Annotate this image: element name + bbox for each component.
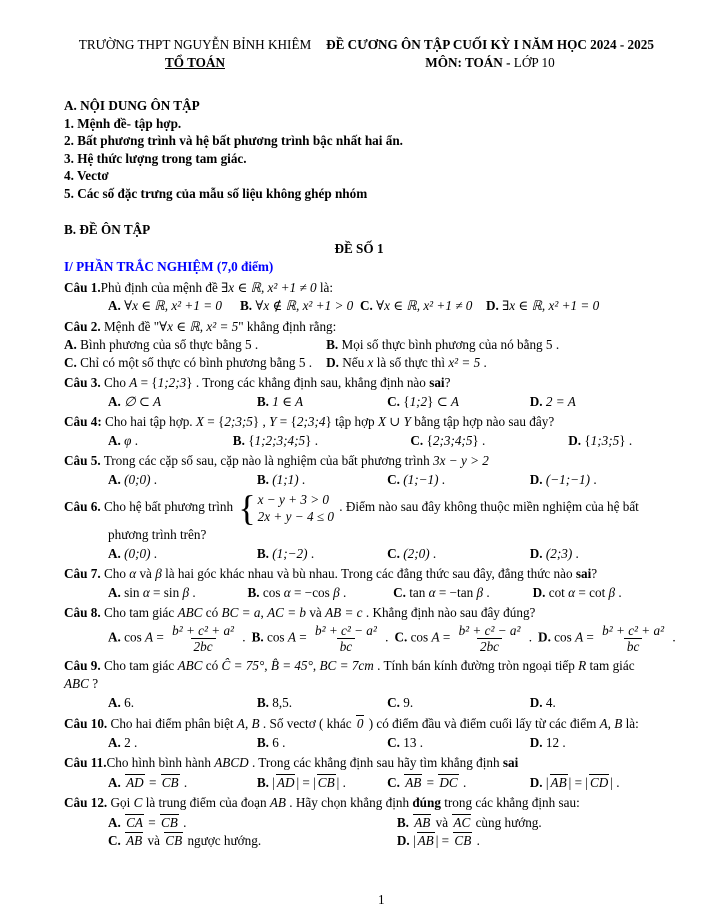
answer-option: C. Chỉ có một số thực có bình phương bằng 5 . [64, 354, 313, 370]
topic-item: 5. Các số đặc trưng của mẫu số liệu không ghép nhóm [64, 185, 368, 201]
answer-options [108, 545, 654, 563]
section-b-heading: B. ĐỀ ÔN TẬP [64, 222, 151, 237]
option-letter: C. [410, 432, 424, 448]
question [64, 488, 654, 562]
question-label: Câu 4: [64, 414, 102, 429]
question-stem: Câu 8. Cho tam giác ABC có BC = a, AC = b và AB = c . Khẳng định nào sau đây đúng? [64, 605, 536, 620]
answer-option: A. ∅ ⊂ A [108, 393, 162, 409]
vector: CB [161, 814, 178, 830]
option-letter: B. [256, 734, 269, 750]
question [64, 657, 654, 712]
option-letter: D. [529, 545, 543, 561]
answer-option: D. Nếu x là số thực thì x² = 5 . [326, 354, 487, 370]
option-letter: A. [108, 545, 121, 561]
question-label: Câu 3. [64, 375, 101, 390]
option-letter: C. [393, 584, 406, 600]
answer-option: D. 2 = A [529, 393, 576, 409]
answer-options [108, 622, 676, 654]
question [64, 318, 654, 372]
answer-option: A. Bình phương của số thực bằng 5 . [64, 337, 259, 352]
question-label: Câu 11. [64, 755, 107, 770]
question-stem-continued: ABC ? [64, 676, 99, 691]
answer-option: C. AB = DC . [387, 774, 467, 790]
question-label: Câu 5. [64, 453, 101, 468]
answer-option: B. {1;2;3;4;5} . [232, 432, 319, 448]
vector: AC [453, 814, 471, 830]
topic-item: 1. Mệnh đề- tập hợp. [64, 115, 182, 131]
answer-options [108, 432, 654, 450]
page-number: 1 [378, 891, 385, 907]
answer-options [108, 471, 654, 489]
topics-list [64, 115, 654, 203]
question-stem: Câu 2. Mệnh đề "∀x ∈ ℝ, x² = 5" khẳng định rằng: [64, 318, 337, 334]
option-letter: C. [387, 694, 400, 710]
answer-option: A. 6. [108, 694, 135, 710]
question-stem-continued: phương trình trên? [108, 527, 207, 542]
vector: CB [161, 774, 179, 790]
option-letter: C. [394, 629, 408, 645]
option-letter: D. [532, 584, 546, 600]
option-letter: A. [108, 393, 121, 409]
vector: AD [126, 774, 144, 790]
option-letter: A. [108, 584, 121, 600]
option-letter: B. [326, 337, 339, 352]
answer-option: D. {1;3;5} . [568, 432, 633, 448]
option-letter: B. [256, 545, 269, 561]
department-name: TỔ TOÁN [165, 54, 225, 70]
vector: AB [550, 774, 567, 790]
fraction: $\frac{\text{b² + c² + a²}}{2bc}$ [172, 622, 234, 654]
question-stem: Câu 3. Cho A = {1;2;3} . Trong các khẳng định sau, khẳng định nào sai? [64, 375, 451, 390]
question [64, 374, 654, 410]
option-letter: C. [387, 734, 400, 750]
fraction: $\frac{\text{b² + c² − a²}}{bc}$ [314, 622, 377, 654]
answer-option: C. (2;0) . [387, 545, 437, 561]
answer-options [64, 336, 654, 371]
answer-option: A. (0;0) . [108, 471, 158, 487]
option-letter: D. [529, 393, 543, 409]
question-label: Câu 12. [64, 795, 108, 810]
answer-option: B. ∀x ∉ ℝ, x² +1 > 0 [239, 298, 354, 313]
answer-options [108, 584, 654, 602]
answer-option: D. 4. [529, 694, 556, 710]
answer-option: A. ∀x ∈ ℝ, x² +1 = 0 [108, 298, 223, 313]
answer-option: B. cos α = −cos β . [247, 584, 347, 600]
answer-option: A. (0;0) . [108, 545, 158, 561]
option-letter: D. [485, 298, 499, 313]
vector: CA [126, 814, 143, 830]
option-letter: B. [396, 814, 409, 830]
answer-option: B. 1 ∈ A [256, 393, 304, 409]
question-label: Câu 2. [64, 318, 101, 334]
answer-options [108, 694, 654, 712]
option-letter: C. [108, 833, 121, 848]
answer-option: B. 8,5. [256, 694, 293, 710]
fraction: $\frac{\text{b² + c² − a²}}{2bc}$ [458, 622, 521, 654]
option-letter: A. [108, 694, 121, 710]
option-letter: B. [239, 298, 253, 313]
option-letter: B. [256, 393, 269, 409]
topic-item: 2. Bất phương trình và hệ bất phương trình bậc nhất hai ẩn. [64, 133, 403, 148]
answer-option: D. ∃x ∈ ℝ, x² +1 = 0 [485, 298, 600, 313]
option-letter: C. [387, 393, 400, 409]
option-letter: B. [251, 629, 264, 645]
question-stem: Câu 10. Cho hai điểm phân biệt A, B . Số vectơ ( khác 0 ) có điểm đầu và điểm cuối lấy từ các điểm A, B là: [64, 716, 639, 731]
answer-option: B. cos A = $\frac{\text{b² + c² − a²}}{bc}$ . [251, 622, 389, 654]
question-stem: Câu 9. Cho tam giác ABC có Ĉ = 75°, B̂ = 45°, BC = 7cm . Tính bán kính đường tròn ngoại tiếp R tam giác [64, 657, 635, 673]
question [64, 714, 654, 751]
answer-options [108, 297, 654, 315]
answer-option: C. cos A = $\frac{\text{b² + c² − a²}}{2bc}$ . [394, 622, 533, 654]
answer-option: C. ∀x ∈ ℝ, x² +1 ≠ 0 [359, 298, 473, 313]
question-label: Câu 10. [64, 716, 108, 731]
inequality-system: { x − y + 3 > 0 2x + y − 4 ≤ 0 [238, 488, 334, 528]
question-stem: Câu 1.Phủ định của mệnh đề ∃x ∈ ℝ, x² +1 ≠ 0 là: [64, 279, 334, 295]
vector: DC [439, 774, 458, 790]
vector: CD [589, 774, 609, 790]
question-label: Câu 1. [64, 279, 101, 295]
subject-label: MÔN: TOÁN - [425, 54, 514, 70]
option-letter: A. [108, 774, 121, 790]
exam-title: ĐỀ SỐ 1 [334, 240, 384, 256]
question-stem: Câu 7. Cho α và β là hai góc khác nhau và bù nhau. Trong các đẳng thức sau đây, đẳng thức nào sai? [64, 566, 598, 581]
option-letter: B. [256, 694, 269, 710]
question [64, 279, 654, 315]
question-stem: Câu 6. Cho hệ bất phương trình { x − y + 3 > 0 2x + y − 4 ≤ 0 . Điểm nào sau đây không thuộc miền nghiệm của hệ bất [64, 488, 639, 528]
section-a-heading: A. NỘI DUNG ÔN TẬP [64, 98, 200, 113]
option-letter: A. [108, 432, 121, 448]
answer-option: D. 12 . [529, 734, 566, 750]
option-letter: C. [359, 298, 373, 313]
answer-option: D. | AB | = CB . [396, 833, 480, 848]
school-name: TRƯỜNG THPT NGUYỄN BỈNH KHIÊM [78, 37, 312, 52]
vector: AB [417, 833, 434, 848]
answer-option: C. 9. [387, 694, 414, 710]
school-block [64, 36, 326, 71]
grade-label: LỚP 10 [513, 54, 555, 70]
topic-item: 4. Vectơ [64, 168, 109, 183]
option-letter: C. [387, 774, 400, 790]
option-letter: A. [108, 629, 121, 645]
title-block [326, 36, 654, 71]
answer-options [108, 813, 654, 850]
question-stem: Câu 12. Gọi C là trung điểm của đoạn AB . Hãy chọn khẳng định đúng trong các khẳng định sau: [64, 795, 580, 810]
answer-option: B. (1;−2) . [256, 545, 315, 561]
answer-option: B. AB và AC cùng hướng. [396, 814, 542, 830]
answer-option: A. CA = CB . [108, 814, 187, 830]
answer-option: C. AB và CB ngược hướng. [108, 833, 262, 848]
question-label: Câu 8. [64, 605, 101, 620]
answer-option: A. 2 . [108, 734, 138, 750]
answer-option: B. Mọi số thực bình phương của nó bằng 5 . [326, 337, 560, 352]
answer-options [108, 734, 654, 752]
answer-option: C. 13 . [387, 734, 423, 750]
vector: CB [317, 774, 335, 790]
option-letter: B. [247, 584, 260, 600]
fraction: $\frac{\text{b² + c² + a²}}{bc}$ [602, 622, 665, 654]
document-subtitle [326, 54, 654, 72]
option-letter: A. [64, 337, 77, 352]
question-stem: Câu 5. Trong các cặp số sau, cặp nào là nghiệm của bất phương trình 3x − y > 2 [64, 453, 489, 468]
answer-option: A. φ . [108, 432, 139, 448]
answer-option: A. sin α = sin β . [108, 584, 196, 600]
answer-option: A. cos A = $\frac{\text{b² + c² + a²}}{2bc}$ . [108, 622, 246, 654]
option-letter: D. [529, 694, 543, 710]
option-letter: C. [387, 545, 400, 561]
vector: AD [276, 774, 295, 790]
vector: AB [405, 774, 422, 790]
vector: AB [126, 833, 143, 848]
vector: CB [454, 833, 472, 848]
answer-option: C. {2;3;4;5} . [410, 432, 486, 448]
question [64, 413, 654, 449]
question-label: Câu 6. [64, 499, 101, 515]
vector: AB [414, 814, 431, 830]
option-letter: D. [538, 629, 551, 645]
document-header [64, 36, 654, 71]
option-letter: D. [568, 432, 582, 448]
answer-option: B. | AD | = | CB | . [256, 774, 346, 790]
vector: 0 [356, 716, 364, 731]
option-letter: D. [529, 734, 543, 750]
answer-option: D. cos A = $\frac{\text{b² + c² + a²}}{bc}$ . [538, 622, 676, 654]
answer-options [108, 393, 654, 411]
option-letter: B. [256, 774, 269, 790]
option-letter: A. [108, 734, 121, 750]
question [64, 794, 654, 850]
option-letter: A. [108, 814, 121, 830]
answer-option: A. AD = CB . [108, 774, 188, 790]
question-stem: Câu 4: Cho hai tập hợp. X = {2;3;5} , Y = {2;3;4} tập hợp X ∪ Y bằng tập hợp nào sau đây? [64, 414, 555, 429]
answer-option: B. 6 . [256, 734, 286, 750]
answer-option: B. (1;1) . [256, 471, 306, 487]
part1-heading: I/ PHẦN TRẮC NGHIỆM (7,0 điểm) [64, 259, 274, 274]
option-letter: C. [64, 354, 77, 370]
option-letter: D. [396, 833, 410, 848]
answer-option: C. {1;2} ⊂ A [387, 393, 459, 409]
answer-option: D. cot α = cot β . [532, 584, 622, 600]
option-letter: D. [529, 471, 543, 487]
question [64, 604, 676, 654]
answer-option: C. tan α = −tan β . [393, 584, 490, 600]
questions [64, 279, 676, 850]
question-label: Câu 9. [64, 657, 101, 673]
option-letter: D. [529, 774, 543, 790]
option-letter: A. [108, 298, 121, 313]
question [64, 452, 654, 488]
answer-option: D. | AB | = | CD | . [529, 774, 620, 790]
answer-options [108, 773, 654, 792]
answer-option: D. (−1;−1) . [529, 471, 597, 487]
topic-item: 3. Hệ thức lượng trong tam giác. [64, 150, 247, 166]
vector: CB [165, 833, 183, 848]
option-letter: D. [326, 354, 339, 370]
question [64, 565, 654, 601]
document-title: ĐỀ CƯƠNG ÔN TẬP CUỐI KỲ I NĂM HỌC 2024 - 2025 [326, 37, 654, 52]
question [64, 754, 654, 791]
option-letter: A. [108, 471, 121, 487]
answer-option: C. (1;−1) . [387, 471, 446, 487]
option-letter: B. [232, 432, 245, 448]
answer-option: D. (2;3) . [529, 545, 579, 561]
question-label: Câu 7. [64, 566, 101, 581]
question-stem: Câu 11.Cho hình bình hành ABCD . Trong các khẳng định sau hãy tìm khẳng định sai [64, 755, 519, 770]
option-letter: B. [256, 471, 269, 487]
option-letter: C. [387, 471, 400, 487]
